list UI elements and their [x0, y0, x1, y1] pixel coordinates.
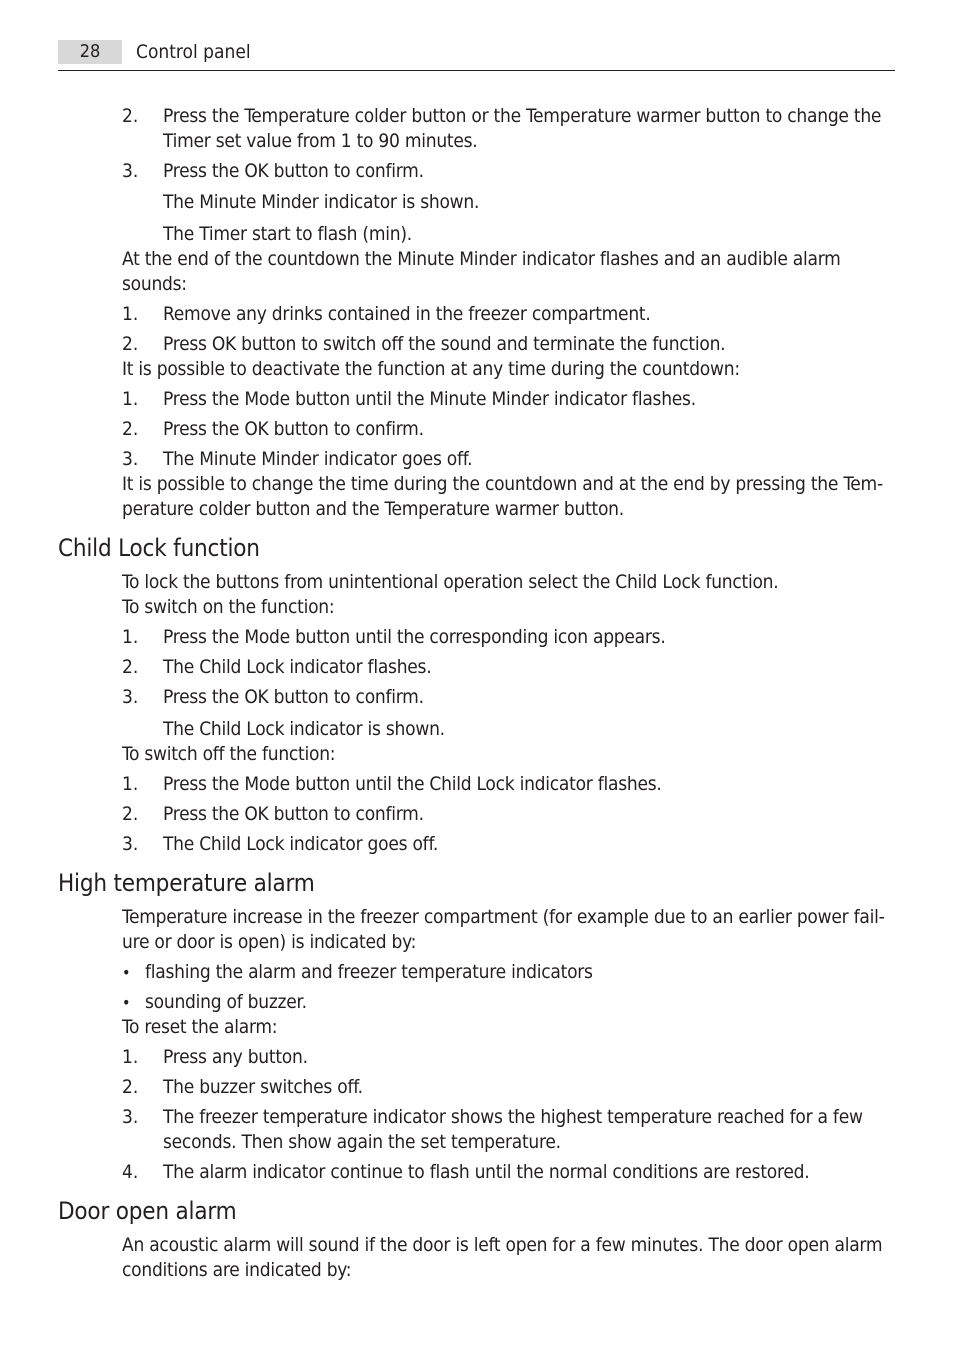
list-item-text: Remove any drinks contained in the freezer compartment. [163, 303, 651, 325]
list-number: 3. [122, 833, 139, 855]
bullet-item-text: sounding of buzzer. [145, 991, 307, 1013]
list-number: 3. [122, 160, 139, 182]
list-item-text: Timer set value from 1 to 90 minutes. [163, 130, 478, 152]
paragraph: perature colder button and the Temperature warmer button. [122, 498, 624, 520]
list-number: 1. [122, 773, 139, 795]
list-item-text: seconds. Then show again the set temperature. [163, 1131, 561, 1153]
list-number: 2. [122, 418, 139, 440]
list-item-text: Press the OK button to confirm. [163, 803, 424, 825]
paragraph: To reset the alarm: [122, 1016, 278, 1038]
list-item-text: Press the Mode button until the Minute Minder indicator flashes. [163, 388, 696, 410]
list-number: 3. [122, 686, 139, 708]
list-item-text: The alarm indicator continue to flash until the normal conditions are restored. [163, 1161, 810, 1183]
paragraph: Temperature increase in the freezer compartment (for example due to an earlier power fail- [122, 906, 885, 928]
list-number: 2. [122, 333, 139, 355]
paragraph: It is possible to deactivate the function at any time during the countdown: [122, 358, 740, 380]
step-note: The Child Lock indicator is shown. [163, 718, 445, 740]
running-section-title: Control panel [136, 41, 251, 63]
list-item-text: Press the Mode button until the Child Lock indicator flashes. [163, 773, 662, 795]
list-item-text: Press any button. [163, 1046, 308, 1068]
list-item-text: Press the OK button to confirm. [163, 686, 424, 708]
list-number: 2. [122, 656, 139, 678]
list-item-text: Press OK button to switch off the sound and terminate the function. [163, 333, 726, 355]
step-note: The Minute Minder indicator is shown. [163, 191, 480, 213]
list-item-text: Press the Temperature colder button or the Temperature warmer button to change the [163, 105, 882, 127]
bullet-icon: • [122, 993, 131, 1012]
list-item-text: The Child Lock indicator flashes. [163, 656, 432, 678]
list-number: 1. [122, 388, 139, 410]
paragraph: ure or door is open) is indicated by: [122, 931, 417, 953]
list-number: 3. [122, 1106, 139, 1128]
section-heading-child-lock: Child Lock function [58, 534, 260, 562]
page-header [58, 40, 895, 71]
paragraph: At the end of the countdown the Minute Minder indicator flashes and an audible alarm [122, 248, 841, 270]
list-item-text: The Minute Minder indicator goes off. [163, 448, 473, 470]
list-number: 2. [122, 803, 139, 825]
list-item-text: The freezer temperature indicator shows the highest temperature reached for a few [163, 1106, 863, 1128]
list-item-text: Press the OK button to confirm. [163, 160, 424, 182]
list-item-text: The Child Lock indicator goes off. [163, 833, 438, 855]
list-number: 3. [122, 448, 139, 470]
page-number: 28 [58, 40, 122, 64]
step-note: The Timer start to flash (min). [163, 223, 412, 245]
section-heading-high-temp: High temperature alarm [58, 869, 315, 897]
list-number: 1. [122, 1046, 139, 1068]
list-item-text: The buzzer switches off. [163, 1076, 363, 1098]
paragraph: To lock the buttons from unintentional operation select the Child Lock function. [122, 571, 779, 593]
paragraph: sounds: [122, 273, 187, 295]
list-number: 2. [122, 1076, 139, 1098]
paragraph: conditions are indicated by: [122, 1259, 352, 1281]
paragraph: To switch off the function: [122, 743, 336, 765]
paragraph: An acoustic alarm will sound if the door is left open for a few minutes. The door open alarm [122, 1234, 883, 1256]
list-number: 2. [122, 105, 139, 127]
paragraph: To switch on the function: [122, 596, 335, 618]
bullet-item-text: flashing the alarm and freezer temperature indicators [145, 961, 593, 983]
paragraph: It is possible to change the time during the countdown and at the end by pressing the Tem- [122, 473, 883, 495]
list-number: 1. [122, 626, 139, 648]
list-item-text: Press the Mode button until the corresponding icon appears. [163, 626, 666, 648]
list-number: 1. [122, 303, 139, 325]
section-heading-door-open: Door open alarm [58, 1197, 237, 1225]
list-item-text: Press the OK button to confirm. [163, 418, 424, 440]
bullet-icon: • [122, 963, 131, 982]
list-number: 4. [122, 1161, 139, 1183]
